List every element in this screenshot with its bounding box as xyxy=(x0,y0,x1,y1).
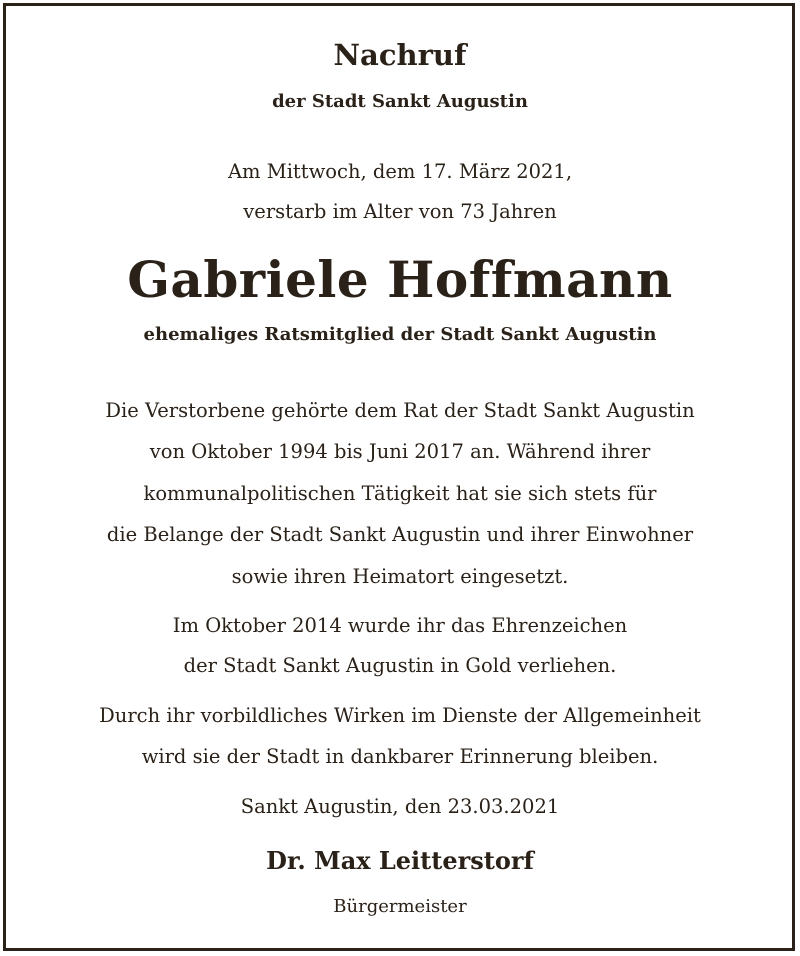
place-date: Sankt Augustin, den 23.03.2021 xyxy=(240,795,560,818)
deceased-name: Gabriele Hoffmann xyxy=(127,250,673,309)
paragraph-line: Die Verstorbene gehörte dem Rat der Stadt Sankt Augustin xyxy=(105,399,695,422)
paragraph-line: Durch ihr vorbildliches Wirken im Dienste der Allgemeinheit xyxy=(99,704,701,727)
paragraph-line: sowie ihren Heimatort eingesetzt. xyxy=(231,565,569,588)
signer-title: Bürgermeister xyxy=(333,896,467,917)
paragraph-line: von Oktober 1994 bis Juni 2017 an. Während ihrer xyxy=(149,440,651,463)
paragraph-line: die Belange der Stadt Sankt Augustin und ihrer Einwohner xyxy=(106,523,694,546)
paragraph-line: kommunalpolitischen Tätigkeit hat sie sich stets für xyxy=(143,482,657,505)
paragraph-line: wird sie der Stadt in dankbarer Erinnerung bleiben. xyxy=(141,745,659,768)
notice-title: Nachruf xyxy=(333,38,467,72)
intro-line: verstarb im Alter von 73 Jahren xyxy=(243,200,557,223)
signer-name: Dr. Max Leitterstorf xyxy=(266,846,534,875)
intro-line: Am Mittwoch, dem 17. März 2021, xyxy=(227,160,573,183)
paragraph-line: der Stadt Sankt Augustin in Gold verliehen. xyxy=(183,654,617,677)
deceased-role: ehemaliges Ratsmitglied der Stadt Sankt Augustin xyxy=(143,324,657,345)
notice-subtitle: der Stadt Sankt Augustin xyxy=(272,91,528,112)
paragraph-line: Im Oktober 2014 wurde ihr das Ehrenzeichen xyxy=(172,614,628,637)
